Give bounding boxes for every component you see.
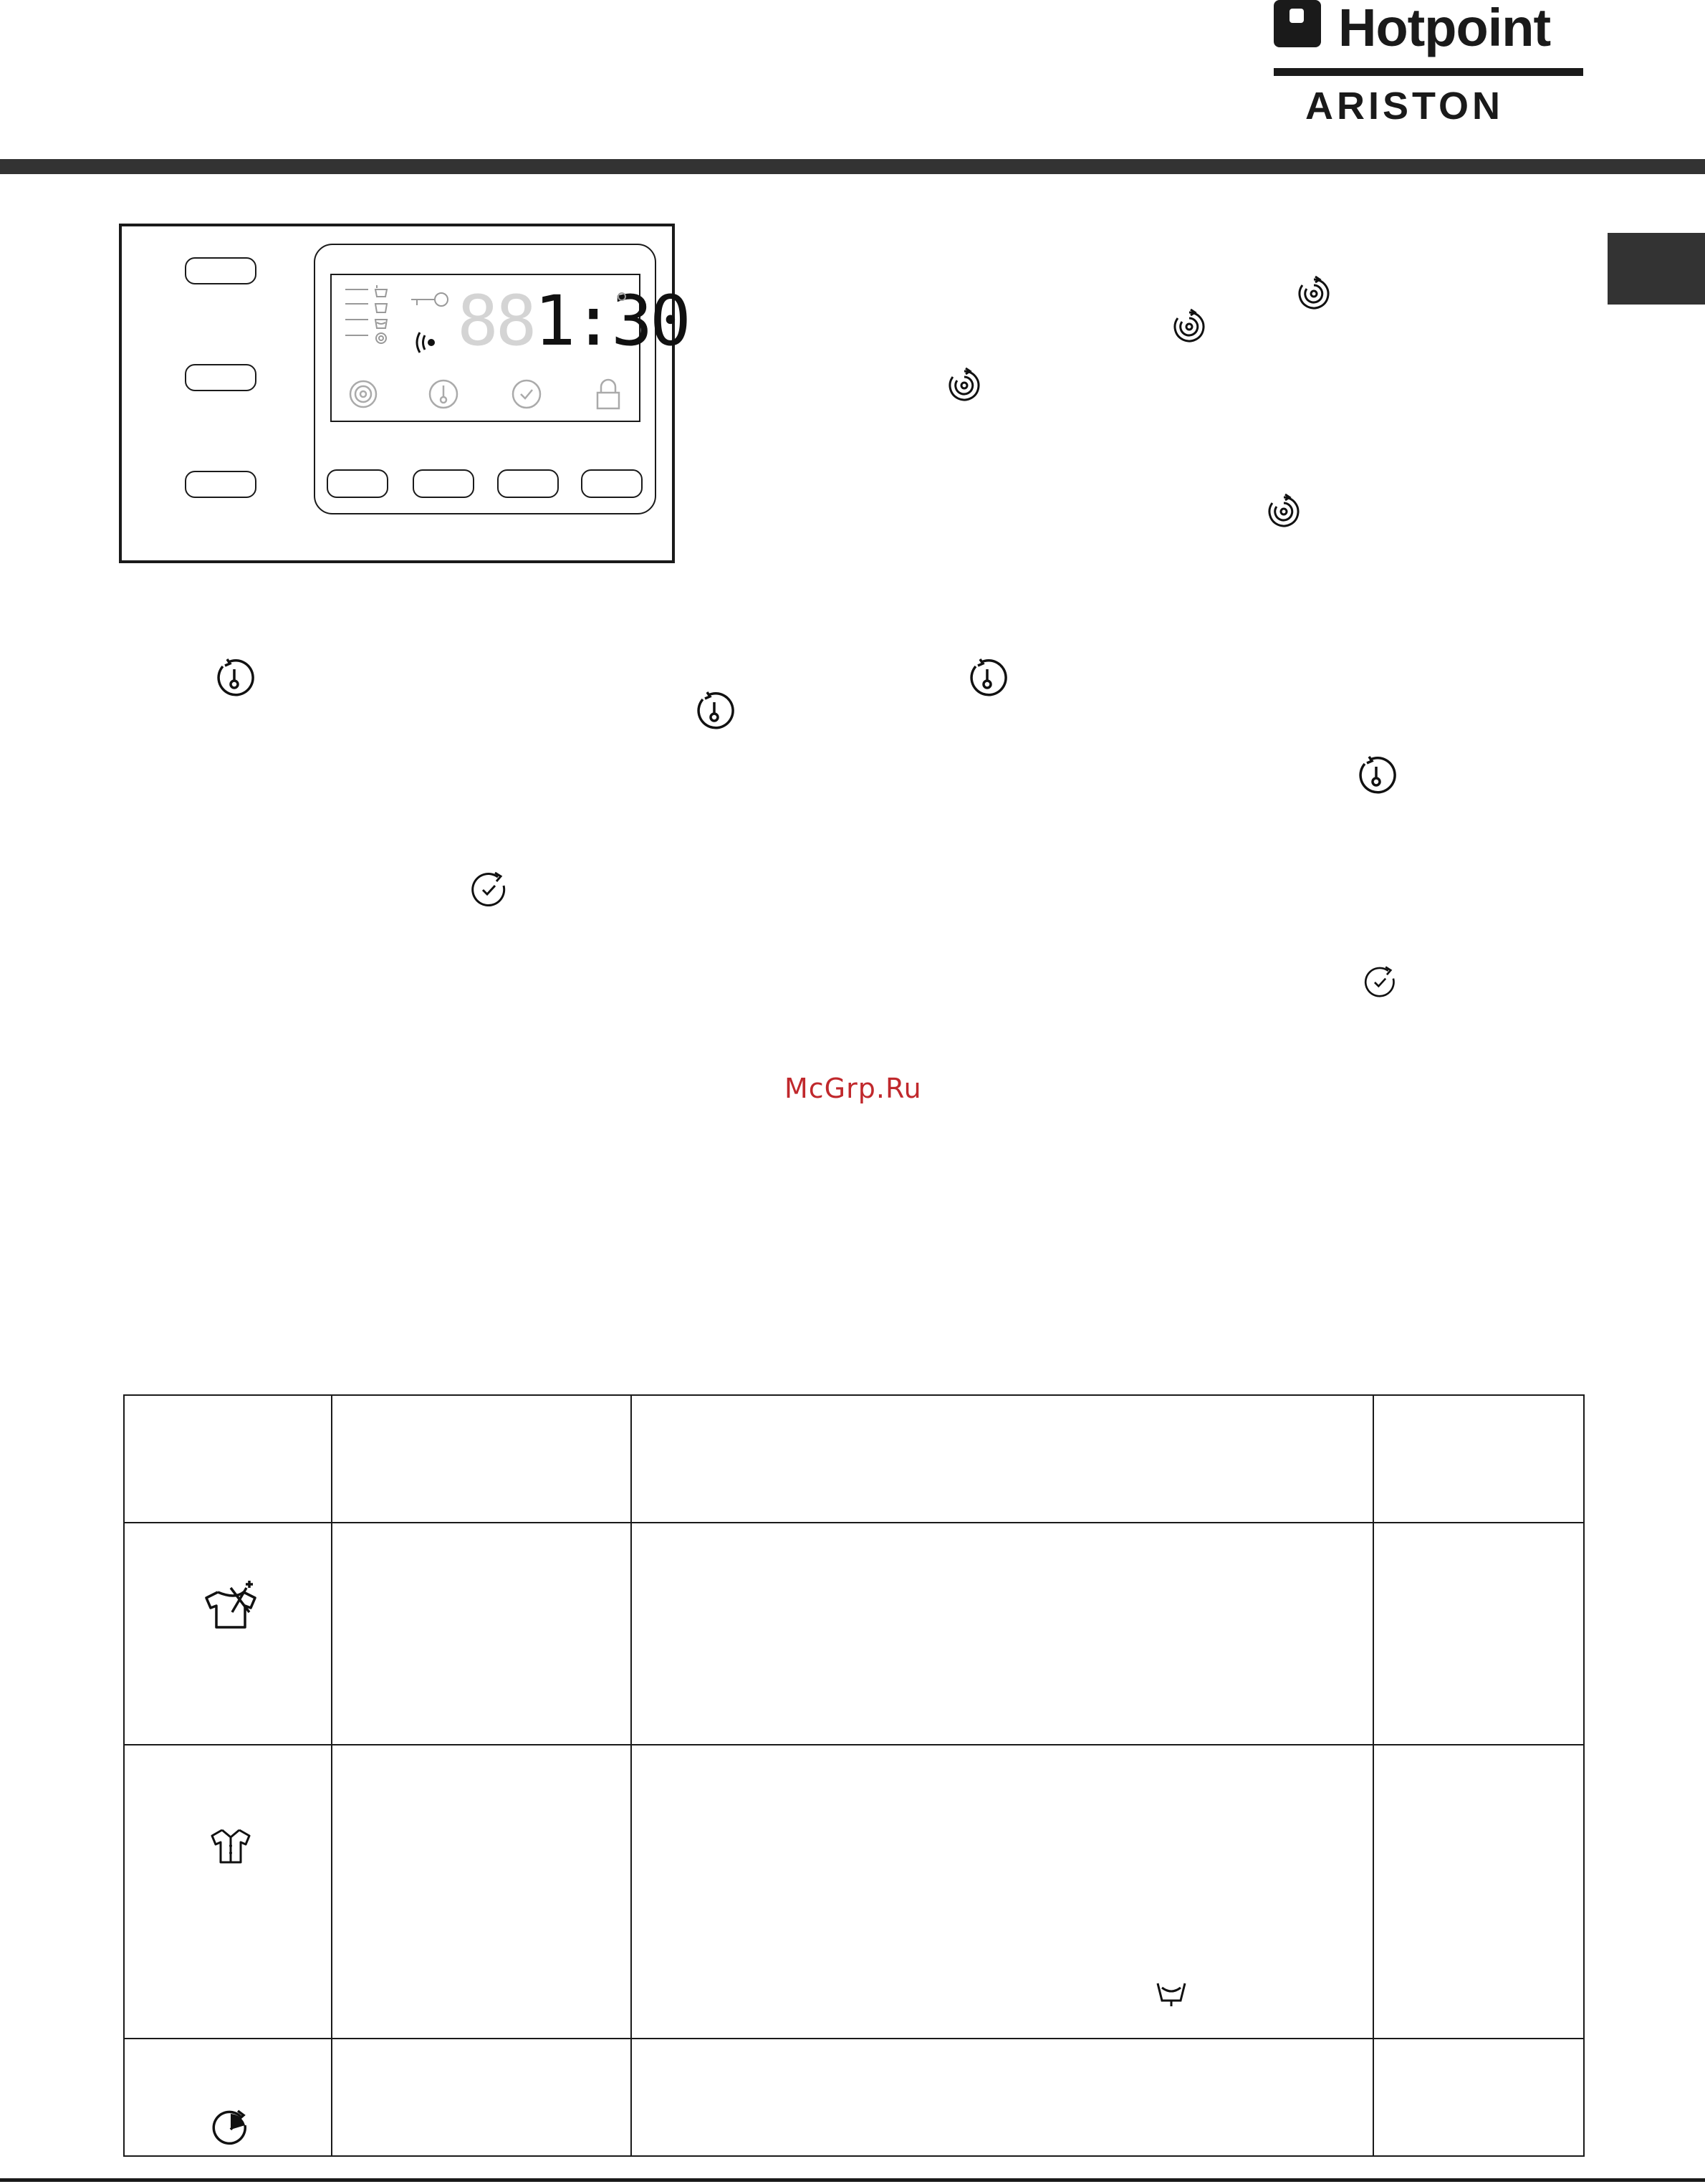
temperature-icon: [967, 658, 1007, 698]
degree-indicator-icon: [616, 291, 628, 302]
hand-wash-tub-icon: [1155, 1979, 1188, 2008]
spin-icon: [944, 365, 984, 406]
temperature-icon: [1356, 755, 1396, 795]
language-tab: [1608, 233, 1705, 305]
temperature-icon: [214, 658, 254, 698]
watermark: McGrp.Ru: [784, 1073, 922, 1104]
display-button-spin: [327, 469, 388, 498]
brand-hotpoint: Hotpoint: [1338, 0, 1551, 57]
spin-indicator-icon: [347, 377, 380, 410]
sound-icon: [413, 328, 438, 357]
delay-timer-icon: [1363, 964, 1398, 1000]
display-button-delay: [497, 469, 559, 498]
time-ghost-digits: 88: [457, 281, 534, 361]
table-col-divider: [630, 1394, 632, 2157]
options-table: [123, 1394, 1585, 2157]
display-button-lock: [581, 469, 643, 498]
panel-button-3: [185, 471, 256, 498]
door-lock-indicator-icon: [595, 378, 622, 410]
table-row-divider: [123, 1744, 1585, 1745]
table-col-divider: [1373, 1394, 1374, 2157]
time-display: [457, 281, 688, 361]
spin-icon: [1264, 492, 1304, 532]
time-saving-icon: [209, 2107, 252, 2150]
table-row-divider: [123, 1522, 1585, 1523]
phase-indicators-icon: [342, 282, 400, 351]
panel-button-2: [185, 364, 256, 391]
delay-indicator-icon: [510, 377, 543, 410]
easy-iron-icon: [209, 1824, 252, 1867]
spin-icon: [1169, 307, 1209, 347]
table-row-divider: [123, 2038, 1585, 2039]
header-bar: [0, 159, 1705, 174]
temperature-indicator-icon: [427, 377, 460, 410]
stain-removal-icon: [202, 1579, 261, 1638]
hotpoint-logo-mark: [1274, 0, 1321, 47]
logo-divider: [1274, 68, 1583, 76]
delay-timer-icon: [469, 870, 509, 910]
display-button-temperature: [413, 469, 474, 498]
door-key-icon: [410, 289, 450, 310]
spin-icon: [1294, 274, 1334, 314]
footer-rule: [0, 2178, 1705, 2182]
table-col-divider: [331, 1394, 332, 2157]
panel-button-1: [185, 257, 256, 284]
temperature-icon: [694, 691, 734, 731]
time-lit-digits: 1:30: [534, 281, 688, 361]
brand-ariston: ARISTON: [1305, 85, 1504, 128]
